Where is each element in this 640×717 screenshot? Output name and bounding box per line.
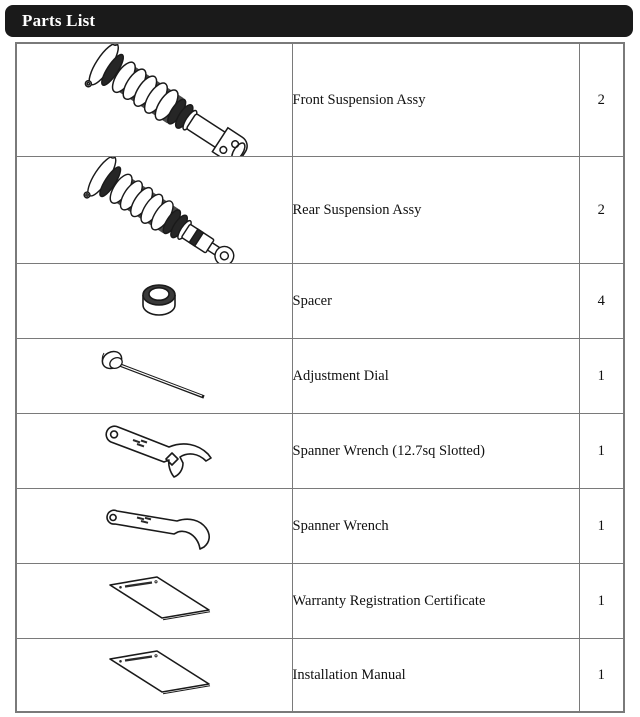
table-row (16, 564, 624, 639)
part-qty: 1 (579, 339, 624, 414)
part-image-cell (16, 414, 292, 489)
part-qty: 2 (579, 157, 624, 264)
part-qty: 2 (579, 43, 624, 157)
part-image-cell (16, 43, 292, 157)
installation-manual-icon (17, 639, 291, 711)
table-row (16, 339, 624, 414)
parts-table (15, 42, 625, 713)
part-qty: 1 (579, 414, 624, 489)
table-row (16, 489, 624, 564)
part-image-cell (16, 264, 292, 339)
part-name: Spacer (292, 264, 579, 339)
part-name: Front Suspension Assy (292, 43, 579, 157)
part-name: Installation Manual (292, 639, 579, 713)
rear-suspension-assy-icon (17, 157, 291, 263)
spacer-icon (17, 264, 291, 338)
part-image-cell (16, 339, 292, 414)
warranty-certificate-icon (17, 564, 291, 638)
part-qty: 1 (579, 639, 624, 713)
part-qty: 1 (579, 489, 624, 564)
part-qty: 4 (579, 264, 624, 339)
table-row (16, 157, 624, 264)
table-row (16, 639, 624, 713)
part-name: Adjustment Dial (292, 339, 579, 414)
part-image-cell (16, 639, 292, 713)
page-title: Parts List (5, 5, 633, 37)
table-row (16, 43, 624, 157)
part-name: Rear Suspension Assy (292, 157, 579, 264)
part-name: Spanner Wrench (12.7sq Slotted) (292, 414, 579, 489)
table-row (16, 264, 624, 339)
spanner-wrench-slotted-icon (17, 414, 291, 488)
part-name: Spanner Wrench (292, 489, 579, 564)
spanner-wrench-icon (17, 489, 291, 563)
part-qty: 1 (579, 564, 624, 639)
part-name: Warranty Registration Certificate (292, 564, 579, 639)
part-image-cell (16, 564, 292, 639)
adjustment-dial-icon (17, 339, 291, 413)
table-row (16, 414, 624, 489)
front-suspension-assy-icon (17, 44, 291, 156)
part-image-cell (16, 157, 292, 264)
part-image-cell (16, 489, 292, 564)
